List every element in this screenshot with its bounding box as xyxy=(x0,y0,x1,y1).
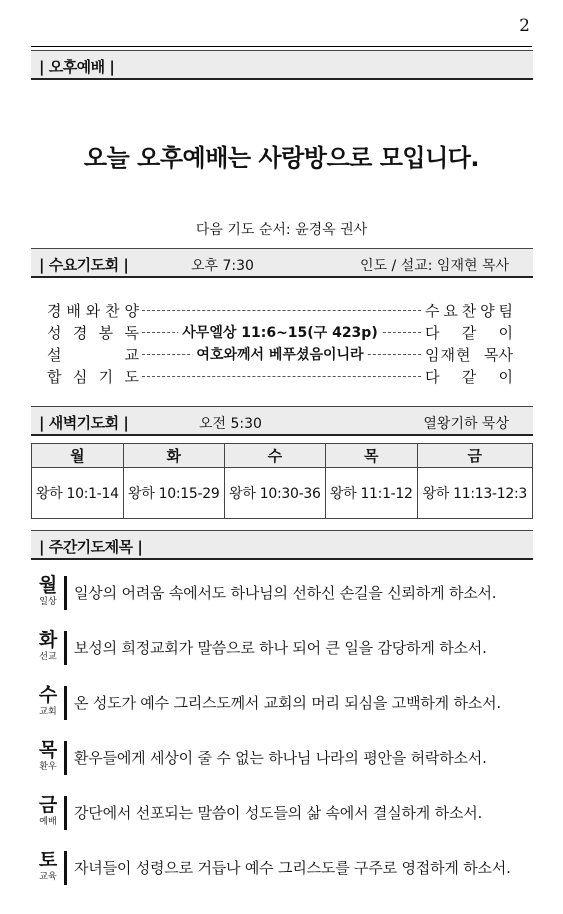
topic-day xyxy=(33,574,63,608)
topic-day xyxy=(33,684,63,718)
reading-cell: 왕하 11:13-12:3 xyxy=(417,468,532,519)
prayer-topic-item xyxy=(33,794,533,838)
divider-bar xyxy=(64,631,67,665)
prayer-topic-item xyxy=(33,849,533,893)
order-item xyxy=(47,300,513,322)
top-rule xyxy=(31,46,532,47)
divider-bar xyxy=(64,851,67,885)
day-label: 월 xyxy=(38,574,58,596)
page-number: 2 xyxy=(519,16,530,36)
afternoon-section-header xyxy=(31,50,533,80)
section-title: | 주간기도제목 | xyxy=(39,538,143,556)
reading-cell: 왕하 10:15-29 xyxy=(123,468,224,519)
order-item xyxy=(47,322,513,344)
divider-bar xyxy=(64,741,67,775)
day-label: 목 xyxy=(38,739,58,761)
order-person: 수 요 찬 양 팀 xyxy=(425,302,513,320)
order-person: 다 같 이 xyxy=(425,324,513,342)
next-prayer-note: 다음 기도 순서: 윤경옥 권사 xyxy=(195,222,368,238)
category-label: 선교 xyxy=(39,652,57,662)
dawn-reading-table xyxy=(31,443,533,519)
wednesday-section-header xyxy=(31,248,533,278)
topic-day xyxy=(33,794,63,828)
day-label: 금 xyxy=(38,794,58,816)
divider-bar xyxy=(64,686,67,720)
reading-cell: 왕하 11:1-12 xyxy=(325,468,417,519)
divider-bar xyxy=(64,796,67,830)
order-label: 경 배 와 찬 양 xyxy=(47,302,139,320)
category-label: 예배 xyxy=(39,817,57,827)
order-label: 성 경 봉 독 xyxy=(47,324,139,342)
order-item xyxy=(47,366,513,388)
category-label: 환우 xyxy=(39,762,57,772)
topic-text: 온 성도가 예수 그리스도께서 교회의 머리 되심을 고백하게 하소서. xyxy=(74,694,501,712)
prayer-topic-item xyxy=(33,574,533,618)
order-content: 사무엘상 11:6~15(구 423p) xyxy=(178,322,381,342)
section-title: | 수요기도회 | xyxy=(39,256,129,274)
divider-bar xyxy=(64,576,67,610)
day-label: 토 xyxy=(38,849,58,871)
table-row xyxy=(32,468,533,519)
meeting-time: 오전 5:30 xyxy=(199,416,262,432)
leader-dots xyxy=(142,376,421,377)
category-label: 교회 xyxy=(39,707,57,717)
weekly-section-header xyxy=(31,530,533,560)
column-header: 화 xyxy=(123,444,224,468)
column-header: 수 xyxy=(224,444,325,468)
order-item xyxy=(47,344,513,366)
topic-text: 강단에서 선포되는 말씀이 성도들의 삶 속에서 결실하게 하소서. xyxy=(74,804,483,822)
leader-dots xyxy=(142,310,421,311)
prayer-topic-item xyxy=(33,629,533,673)
table-header-row xyxy=(32,444,533,468)
day-label: 화 xyxy=(38,629,58,651)
afternoon-headline: 오늘 오후예배는 사랑방으로 모입니다. xyxy=(83,144,480,172)
reading-cell: 왕하 10:30-36 xyxy=(224,468,325,519)
prayer-topic-item xyxy=(33,739,533,783)
order-person: 임재현 목사 xyxy=(425,346,513,364)
category-label: 일상 xyxy=(39,597,57,607)
category-label: 교육 xyxy=(39,872,57,882)
order-label: 합 심 기 도 xyxy=(47,368,139,386)
topic-day xyxy=(33,629,63,663)
prayer-topic-item xyxy=(33,684,533,728)
meeting-leader: 인도 / 설교: 임재현 목사 xyxy=(360,258,509,274)
topic-day xyxy=(33,739,63,773)
topic-text: 자녀들이 성령으로 거듭나 예수 그리스도를 구주로 영접하게 하소서. xyxy=(74,859,511,877)
order-content: 여호와께서 베푸셨음이니라 xyxy=(192,344,367,364)
dawn-section-header xyxy=(31,406,533,436)
column-header: 금 xyxy=(417,444,532,468)
column-header: 월 xyxy=(32,444,124,468)
topic-day xyxy=(33,849,63,883)
meeting-leader: 열왕기하 묵상 xyxy=(423,416,509,432)
column-header: 목 xyxy=(325,444,417,468)
topic-text: 일상의 어려움 속에서도 하나님의 선하신 손길을 신뢰하게 하소서. xyxy=(74,584,497,602)
meeting-time: 오후 7:30 xyxy=(191,258,254,274)
section-title: | 새벽기도회 | xyxy=(39,414,129,432)
reading-cell: 왕하 10:1-14 xyxy=(32,468,124,519)
day-label: 수 xyxy=(38,684,58,706)
section-title: | 오후예배 | xyxy=(39,58,115,76)
topic-text: 환우들에게 세상이 줄 수 없는 하나님 나라의 평안을 허락하소서. xyxy=(74,749,487,767)
topic-text: 보성의 희정교회가 말씀으로 하나 되어 큰 일을 감당하게 하소서. xyxy=(74,639,487,657)
order-label: 설 교 xyxy=(47,346,139,364)
order-person: 다 같 이 xyxy=(425,368,513,386)
